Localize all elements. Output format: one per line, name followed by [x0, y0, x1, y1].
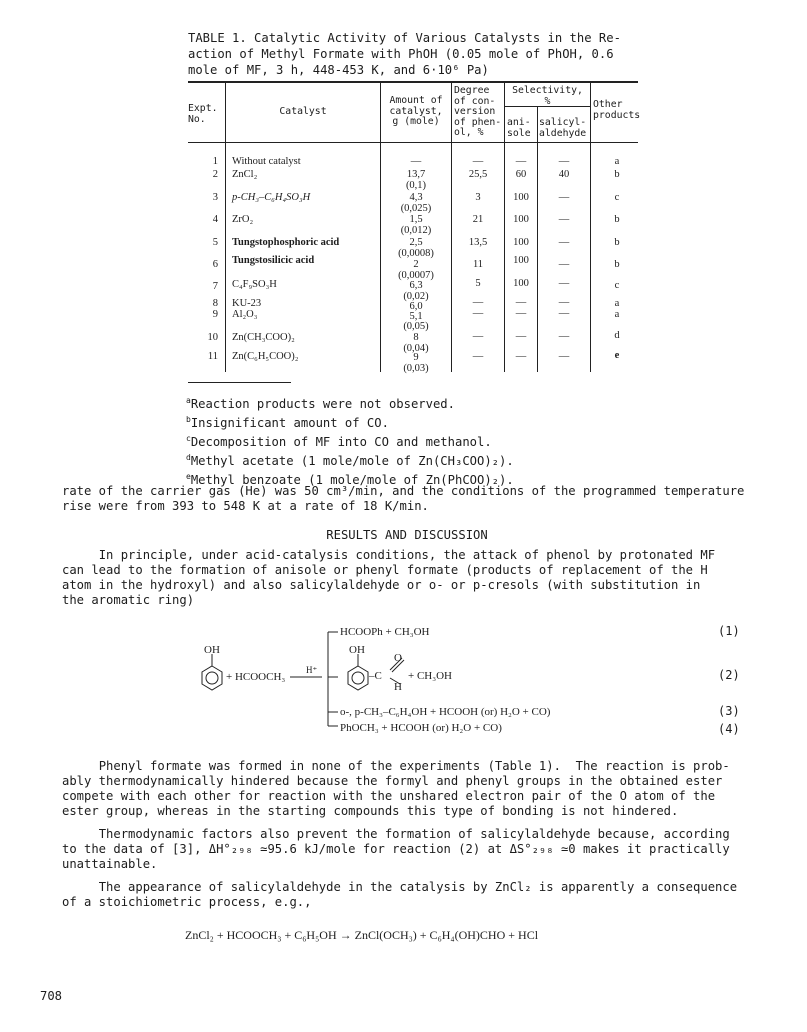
product-2-rest: + CH₃OH [408, 670, 452, 682]
cell-anisole: 60 [515, 169, 527, 180]
methyl-formate-reactant: + HCOOCH₃ [226, 671, 286, 683]
cell-salicyl: — [558, 278, 570, 289]
section-heading: RESULTS AND DISCUSSION [326, 528, 488, 542]
cell-mole: (0,0008) [398, 248, 434, 259]
cell-salicyl: — [558, 297, 570, 308]
cell-catalyst: p-CH₃–C₆H₄SO₃H [232, 192, 311, 203]
cell-degree: 25,5 [468, 169, 488, 180]
product-2-oh: OH [349, 644, 365, 656]
product-4: PhOCH₃ + HCOOH (or) H₂O + CO) [340, 722, 502, 734]
cell-other: b [614, 237, 620, 248]
cell-degree: — [472, 297, 484, 308]
stoichiometric-equation: ZnCl₂ + HCOOCH₃ + C₆H₅OH → ZnCl(OCH₃) + C₆H₄(OH)CHO + HCl [185, 928, 539, 942]
cell-other: a [614, 309, 620, 320]
cell-salicyl: 40 [558, 169, 570, 180]
cell-no: 5 [212, 237, 218, 248]
cell-amount: 1,5 [409, 214, 423, 225]
paragraph-thermodynamic: Thermodynamic factors also prevent the formation of salicylaldehyde because, according to the data of [3], ΔH°₂₉₈ ≃95.6 kJ/mole for reaction (2) at ΔS°₂₉₈ ≃0 makes it practically unattainable. [62, 827, 730, 871]
cell-amount: 2,5 [409, 237, 423, 248]
cell-other: c [614, 192, 620, 203]
table-bottom-rule [188, 382, 291, 383]
cell-salicyl: — [558, 351, 570, 362]
col-rule [225, 82, 226, 372]
cell-anisole: — [515, 297, 527, 308]
cell-amount: — [410, 156, 422, 167]
cell-mole: (0,02) [403, 291, 429, 302]
cell-degree: 11 [472, 259, 484, 270]
cell-amount: 6,3 [409, 280, 423, 291]
cell-other: e [614, 350, 620, 361]
cell-mole: (0,012) [400, 225, 432, 236]
cell-degree: — [472, 308, 484, 319]
cell-salicyl: — [558, 308, 570, 319]
cell-anisole: 100 [513, 237, 529, 248]
cell-degree: — [472, 351, 484, 362]
footnote: $^a$Reaction products were not observed. [186, 396, 455, 412]
cell-mole: (0,025) [400, 203, 432, 214]
cell-salicyl: — [558, 214, 570, 225]
footnote: $^e$Methyl benzoate (1 mole/mole of Zn(PhCOO)₂). [186, 472, 514, 488]
cell-no: 2 [212, 169, 218, 180]
cell-other: d [614, 330, 620, 341]
header-catalyst: Catalyst [279, 106, 327, 117]
cell-other: b [614, 259, 620, 270]
product-3: o-, p-CH₃–C₆H₄OH + HCOOH (or) H₂O + CO) [340, 706, 551, 718]
cell-degree: 3 [475, 192, 481, 203]
eq-number-3: (3) [718, 704, 740, 718]
cell-degree: 21 [472, 214, 484, 225]
cell-salicyl: — [558, 331, 570, 342]
cell-other: b [614, 214, 620, 225]
cell-salicyl: — [558, 237, 570, 248]
cell-mole: (0,05) [403, 321, 429, 332]
cell-amount: 2 [413, 259, 419, 270]
eq-number-1: (1) [718, 624, 740, 638]
header-amount: Amount of catalyst, g (mole) [389, 95, 443, 127]
cell-degree: — [472, 331, 484, 342]
cell-degree: — [472, 156, 484, 167]
footnote: $^d$Methyl acetate (1 mole/mole of Zn(CH₃COO)₂). [186, 453, 514, 469]
paragraph-phenyl-formate: Phenyl formate was formed in none of the experiments (Table 1). The reaction is prob- ably thermodynamically hindered because the formyl and phenyl groups in the obtained ester compete with each other for reaction with the unshared electron pair of the O atom of the ester group, whereas in the starting compounds this type of bonding is not hindered. [62, 759, 730, 818]
cell-salicyl: — [558, 156, 570, 167]
header-other: Other products [593, 99, 641, 121]
paragraph-zncl2: The appearance of salicylaldehyde in the catalysis by ZnCl₂ is apparently a consequence of a stoichiometric process, e.g., [62, 880, 738, 909]
phenol-oh: OH [204, 644, 220, 656]
product-1: HCOOPh + CH₃OH [340, 626, 430, 638]
phenol-structure [202, 654, 222, 690]
cell-no: 11 [207, 351, 218, 362]
cell-catalyst: Al₂O₃ [232, 309, 258, 320]
footnotes [186, 393, 514, 488]
cell-anisole: — [515, 308, 527, 319]
catalyst-hplus: H⁺ [306, 665, 318, 675]
table-caption: TABLE 1. Catalytic Activity of Various Catalysts in the Re- action of Methyl Formate with PhOH (0.05 mole of PhOH, 0.6 mole of MF, 3 h, 448-453 K, and 6·10⁶ Pa) [188, 31, 621, 77]
col-rule [504, 82, 505, 372]
cell-anisole: 100 [513, 192, 529, 203]
page-number: 708 [40, 989, 63, 1003]
cell-amount: 9 [413, 352, 419, 363]
cell-mole: (0,03) [403, 363, 429, 374]
header-degree: Degree of con- version of phen- ol, % [454, 85, 502, 138]
cell-catalyst: Tungstosilicic acid [232, 255, 315, 266]
cell-no: 1 [212, 156, 218, 167]
table-header-rule [188, 142, 638, 143]
cell-catalyst: Zn(C₆H₅COO)₂ [232, 351, 299, 362]
cell-no: 6 [212, 259, 218, 270]
header-expt: Expt. No. [188, 103, 218, 125]
cell-mole: (0,1) [405, 180, 427, 191]
cell-anisole: 100 [513, 214, 529, 225]
cell-other: a [614, 298, 620, 309]
cell-amount: 8 [413, 332, 419, 343]
branch-line [328, 632, 338, 726]
product-2-c: –C [369, 670, 382, 682]
cell-mole: (0,04) [403, 343, 429, 354]
product-2-h: H [394, 681, 402, 693]
cell-catalyst: C₄F₉SO₃H [232, 279, 277, 290]
cell-amount: 5,1 [409, 311, 423, 322]
cell-catalyst: Zn(CH₃COO)₂ [232, 332, 295, 343]
cell-no: 8 [212, 298, 218, 309]
paragraph-carrier-gas: rate of the carrier gas (He) was 50 cm³/min, and the conditions of the programmed temperature rise were from 393 to 548 K at a rate of 18 K/min. [62, 484, 745, 513]
cell-amount: 13,7 [406, 169, 426, 180]
paragraph-principle: In principle, under acid-catalysis conditions, the attack of phenol by protonated MF can lead to the formation of anisole or phenyl formate (products of replacement of the H atom in the hydroxyl) and also salicylaldehyde or o- or p-cresols (with substitution in the aromatic ring) [62, 548, 716, 607]
cell-anisole: — [515, 351, 527, 362]
eq-number-2: (2) [718, 668, 740, 682]
eq-number-4: (4) [718, 722, 740, 736]
cell-catalyst: KU-23 [232, 298, 262, 309]
cell-anisole: — [515, 156, 527, 167]
cell-degree: 13,5 [468, 237, 488, 248]
cell-catalyst: ZrO₂ [232, 214, 254, 225]
cell-amount: 4,3 [409, 192, 423, 203]
cell-no: 9 [212, 309, 218, 320]
cell-salicyl: — [558, 259, 570, 270]
header-anisole: ani- sole [507, 117, 531, 139]
cell-no: 3 [212, 192, 218, 203]
cell-no: 7 [212, 281, 218, 292]
cell-salicyl: — [558, 192, 570, 203]
cell-amount: 6,0 [409, 301, 423, 312]
header-salicylaldehyde: salicyl- aldehyde [539, 117, 587, 139]
cell-catalyst: Tungstophosphoric acid [232, 237, 340, 248]
cell-catalyst: ZnCl₂ [232, 169, 258, 180]
cell-catalyst: Without catalyst [232, 156, 301, 167]
cell-anisole: — [515, 331, 527, 342]
footnote: $^c$Decomposition of MF into CO and methanol. [186, 434, 492, 450]
cell-other: a [614, 156, 620, 167]
header-selectivity: Selectivity, % [512, 85, 583, 107]
cell-anisole: 100 [513, 278, 529, 289]
product-2-o: O [394, 652, 402, 664]
cell-no: 4 [212, 214, 218, 225]
col-rule [451, 82, 452, 372]
table-top-rule [188, 81, 638, 83]
cell-anisole: 100 [513, 255, 529, 266]
cell-mole: (0,0007) [398, 270, 434, 281]
cell-degree: 5 [475, 278, 481, 289]
cell-other: c [614, 280, 620, 291]
footnote: $^b$Insignificant amount of CO. [186, 415, 389, 431]
cell-no: 10 [207, 332, 218, 343]
cell-other: b [614, 169, 620, 180]
